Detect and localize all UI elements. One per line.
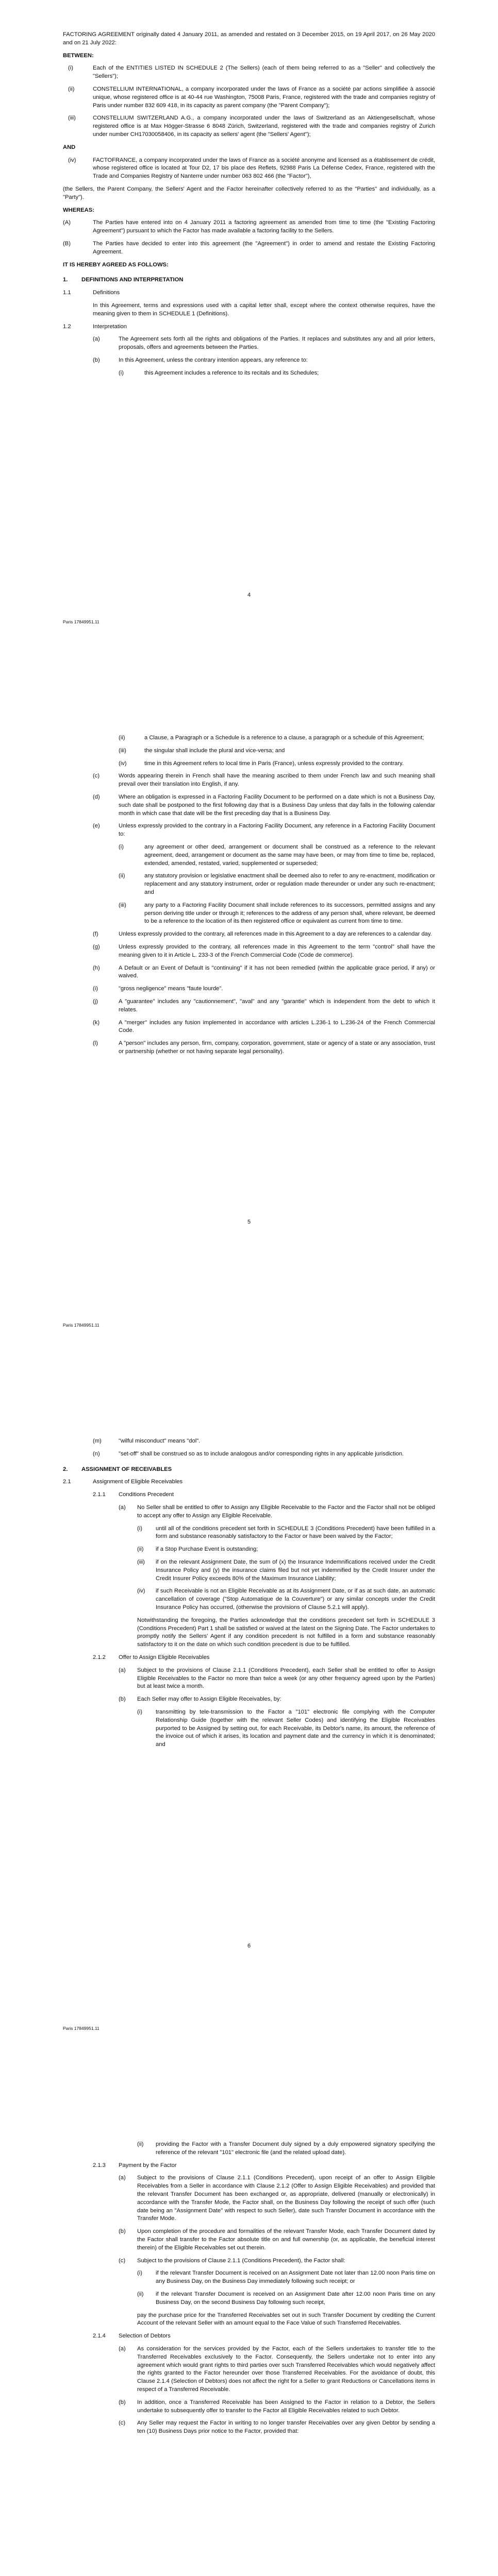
interpretation-item: [93, 357, 435, 365]
agreed-heading: IT IS HEREBY AGREED AS FOLLOWS:: [63, 261, 169, 268]
interpretation-item: [93, 1019, 435, 1036]
interpretation-item-number: (l): [93, 1040, 98, 1047]
document-page-6: [0, 1406, 498, 2110]
document-page-7: [0, 2110, 498, 2576]
selection-item-text: Any Seller may request the Factor in writing to no longer transfer Receivables over any given Debtor by sending a ten (10) Business Days prior notice to the Factor, provided that:: [137, 2420, 435, 2435]
section-1-1-heading: 1.1 Definitions: [63, 290, 120, 296]
payment-item-text: Subject to the provisions of Clause 2.1.1 (Conditions Precedent), the Factor shall:: [137, 2257, 345, 2264]
interpretation-item-number: (m): [93, 1438, 102, 1444]
interpretation-item: [93, 793, 435, 818]
offer-b: (b) Each Seller may offer to Assign Eligible Receivables, by:: [119, 1696, 281, 1703]
payment-subitem-text: if the relevant Transfer Document is received on an Assignment Date not later than 12.00 noon Paris time on any Business Day, on the Business Day immediately following such receipt; or: [156, 2270, 435, 2285]
payment-item-text: Upon completion of the procedure and formalities of the relevant Transfer Mode, each Transfer Document dated by the Factor shall transfer to the Factor absolute title on and full ownership (or, as applicable, the beneficial interest therein) of the Eligible Receivables set out therein.: [137, 2228, 435, 2251]
agreement-intro: FACTORING AGREEMENT originally dated 4 January 2011, as amended and restated on 3 December 2015, on 19 April 2017, on 26 May 2020 and on 21 July 2022:: [63, 31, 435, 46]
offer-b-i: (i) transmitting by tele-transmission to the Factor a "101" electronic file complying with the Computer Relationship Guide (together with the relevant Seller Codes) and identifying the Eligible Receivables purported to be Assigned by setting out, for each Receivable, its Debtor's name, its amount, the reference of the invoice out of which it arises, its location and payment date and the currency in which it is denominated; and: [137, 1708, 435, 1748]
interpretation-item-number: (j): [93, 998, 98, 1005]
party-factor: (iv) FACTOFRANCE, a company incorporated under the laws of France as a société anonyme and licensed as a établissement de crédit, whose registered office is located at Tour D2, 17 bis place des Reflets, 92988 Paris La Défense Cedex, France, registered with the Trade and Companies Registry of Nanterre under number 063 802 466 (the "Factor"),: [68, 157, 435, 180]
interpretation-subitem: [119, 734, 435, 742]
interpretation-item: [93, 1437, 435, 1446]
page-number: 6: [247, 1943, 251, 1949]
document-page-4: [0, 0, 498, 703]
condition-subitem-text: until all of the conditions precedent set forth in SCHEDULE 3 (Conditions Precedent) have been fulfilled in a form and substance reasonably satisfactory to the Factor or have been waived by the Factor;: [156, 1525, 435, 1540]
condition-subitem-text: if on the relevant Assignment Date, the sum of (x) the Insurance Indemnifications received under the Credit Insurance Policy and (y) the insurance claims filed but not yet indemnified by the Credit Insurer under the Credit Insurer Policy exceeds 80% of the Maximum Insurance Liability;: [156, 1558, 435, 1582]
section-2-heading: 2. ASSIGNMENT OF RECEIVABLES: [63, 1466, 172, 1472]
selection-item-number: (a): [119, 2345, 126, 2352]
payment-item: [119, 2257, 435, 2265]
interpretation-item-number: (k): [93, 1019, 100, 1026]
offer-b-ii: (ii) providing the Factor with a Transfer Document duly signed by a duly empowered signatory specifying the reference of the relevant "101" electronic file (and the related upload date).: [137, 2141, 435, 2156]
interpretation-item-text: Unless expressly provided to the contrary, all references made in this Agreement to the term "control" shall have the meaning given to it in Article L. 233-3 of the French Commercial Code (Code de commerce).: [119, 943, 435, 958]
payment-item-number: (c): [119, 2257, 126, 2264]
payment-subitem-text: if the relevant Transfer Document is received on an Assignment Date after 12.00 noon Paris time on any Business Day, on the second Business Day following such receipt,: [156, 2291, 435, 2306]
interpretation-item: [93, 772, 435, 789]
interpretation-item: [93, 943, 435, 960]
condition-subitem: [137, 1558, 435, 1583]
payment-subitem: [137, 2269, 435, 2286]
recital-item-text: The Parties have decided to enter into this agreement (the "Agreement") in order to amend and restate the Existing Factoring Agreement.: [93, 240, 435, 255]
selection-item-number: (c): [119, 2420, 126, 2427]
interpretation-item-text: The Agreement sets forth all the rights and obligations of the Parties. It replaces and substitutes any and all prior letters, proposals, offers and agreements between the Parties.: [119, 336, 435, 351]
interpretation-item-number: (g): [93, 943, 100, 950]
interpretation-subitem-number: (ii): [119, 873, 125, 879]
interpretation-item-number: (e): [93, 823, 100, 829]
payment-tail: pay the purchase price for the Transferred Receivables set out in such Transfer Document by crediting the Current Account of the relevant Seller with an amount equal to the Face Value of such Transferred Receivables.: [137, 2312, 435, 2327]
interpretation-item-number: (b): [93, 357, 100, 363]
cp-note: Notwithstanding the foregoing, the Parties acknowledge that the conditions precedent set forth in SCHEDULE 3 (Conditions Precedent) Part 1 shall be satisfied or waived at the latest on the Signing Date. The Factor undertakes to promptly notify the Sellers' Agent if any condition precedent is not fulfilled in a form and substance reasonably satisfactory to it on the date on which such condition precedent is due to be fulfilled.: [137, 1617, 435, 1648]
party-item: [68, 86, 435, 110]
condition-subitem-number: (iii): [137, 1558, 145, 1565]
party-item: [68, 114, 435, 139]
condition-subitem: [137, 1546, 435, 1554]
party-item-text: Each of the ENTITIES LISTED IN SCHEDULE 2 (The Sellers) (each of them being referred to as a "Seller" and collectively the "Sellers");: [93, 65, 435, 80]
interpretation-item-text: Unless expressly provided to the contrary, all references made in this Agreement to a day are references to a calendar day.: [119, 931, 432, 938]
interpretation-item-text: A "person" includes any person, firm, company, corporation, government, state or agency of a state or any association, trust or partnership (whether or not having separate legal personality).: [119, 1040, 435, 1055]
payment-subitem-number: (i): [137, 2270, 142, 2277]
interpretation-item: [93, 1040, 435, 1056]
interpretation-item-number: (d): [93, 793, 100, 800]
condition-subitem: [137, 1587, 435, 1612]
interpretation-item-text: Where an obligation is expressed in a Factoring Facility Document to be performed on a date which is not a Business Day, such date shall be postponed to the first following day that is a Business Day unless that day falls in the following calendar month in which case that date will be the first preceding day that is a Business Day.: [119, 793, 435, 817]
recital-item-number: (B): [63, 240, 71, 247]
between-heading: BETWEEN:: [63, 52, 94, 59]
payment-item: [119, 2228, 435, 2252]
interpretation-subitem: [119, 843, 435, 868]
payment-item-number: (b): [119, 2228, 126, 2235]
footer-reference: Paris 17849951.11: [63, 2026, 99, 2031]
interpretation-subitem-number: (ii): [119, 735, 125, 741]
interpretation-item-text: Words appearing therein in French shall have the meaning ascribed to them under French law and such meaning shall prevail over their translation into English, if any.: [119, 773, 435, 788]
interpretation-item: [93, 930, 435, 939]
section-1-heading: 1. DEFINITIONS AND INTERPRETATION: [63, 277, 184, 283]
interpretation-item: [93, 964, 435, 981]
section-2-1-3-heading: 2.1.3 Payment by the Factor: [93, 2162, 177, 2168]
definitions-text: In this Agreement, terms and expressions used with a capital letter shall, except where the context otherwise requires, have the meaning given to them in SCHEDULE 1 (Definitions).: [93, 302, 435, 317]
party-item-text: CONSTELLIUM INTERNATIONAL, a company incorporated under the laws of France as a société par actions simplifiée à associé unique, whose registered office is at 40-44 rue Washington, 75008 Paris, France, registered with the trade and companies registry of Paris under number 832 609 418, in its capacity as parent company (the "Parent Company");: [93, 86, 435, 109]
interpretation-subitem-number: (iii): [119, 747, 126, 754]
recital-item-text: The Parties have entered into on 4 January 2011 a factoring agreement as amended from time to time (the "Existing Factoring Agreement") pursuant to which the Factor has made available a factoring facility to the Sellers.: [93, 219, 435, 234]
interpretation-item: [93, 335, 435, 352]
condition-subitem-text: if a Stop Purchase Event is outstanding;: [156, 1546, 258, 1553]
party-item-text: CONSTELLIUM SWITZERLAND A.G., a company incorporated under the laws of Switzerland as an Aktiengesellschaft, whose registered office is at Max Högger-Strasse 6 8048 Zürich, Switzerland, registered with the trade and companies registry of Zurich under number CH17030058406, in its capacity as sellers' agent (the "Sellers' Agent");: [93, 115, 435, 138]
interpretation-subitem: [119, 902, 435, 926]
interpretation-item: [93, 985, 435, 993]
interpretation-subitem-number: (i): [119, 843, 124, 850]
selection-item-text: In addition, once a Transferred Receivable has been Assigned to the Factor in relation to a Debtor, the Sellers undertake to subsequently offer to transfer to the Factor all Eligible Receivables related to such Debtor.: [137, 2399, 435, 2414]
interpretation-subitem-text: the singular shall include the plural and vice-versa; and: [144, 747, 285, 754]
footer-reference: Paris 17849951.11: [63, 619, 99, 624]
section-2-1-2-heading: 2.1.2 Offer to Assign Eligible Receivables: [93, 1654, 210, 1660]
interpretation-item-text: A "guarantee" includes any "cautionnement", "aval" and any "garantie" which is independent from the debt to which it relates.: [119, 998, 435, 1013]
interpretation-item: [93, 1450, 435, 1459]
section-2-1-1-heading: 2.1.1 Conditions Precedent: [93, 1492, 174, 1498]
selection-item: [119, 2345, 435, 2394]
condition-subitem-number: (ii): [137, 1546, 144, 1553]
interpretation-item-text: In this Agreement, unless the contrary intention appears, any reference to:: [119, 357, 308, 363]
whereas-heading: WHEREAS:: [63, 207, 94, 213]
interpretation-subitem-text: any party to a Factoring Facility Document shall include references to its successors, permitted assigns and any person deriving title under or through it; references to the address of any person shall, where relevant, be deemed to be a reference to the location of its then registered office or equivalent as current from time to time.: [144, 902, 435, 925]
selection-item: [119, 2419, 435, 2436]
offer-a: (a) Subject to the provisions of Clause 2.1.1 (Conditions Precedent), each Seller shall be entitled to offer to Assign Eligible Receivables to the Factor no more than twice a week (or any other frequency agreed upon by the Parties) but at least twice a month.: [119, 1667, 435, 1690]
footer-reference: Paris 17849951.11: [63, 1323, 99, 1328]
selection-item-number: (b): [119, 2399, 126, 2405]
interpretation-subitem-text: time in this Agreement refers to local time in Paris (France), unless expressly provided to the contrary.: [144, 760, 404, 767]
interpretation-item-text: A "merger" includes any fusion implemented in accordance with articles L.236-1 to L.236-24 of the French Commercial Code.: [119, 1019, 435, 1034]
page-number: 4: [247, 592, 251, 598]
party-item-number: (ii): [68, 86, 75, 92]
interpretation-subitem: [119, 760, 435, 768]
interpretation-item-number: (h): [93, 964, 100, 971]
interpretation-item: [93, 822, 435, 839]
party-item-number: (i): [68, 65, 73, 72]
recital-item: [63, 219, 435, 235]
interpretation-subitem: [119, 872, 435, 896]
recital-item-number: (A): [63, 219, 71, 226]
payment-subitem: [137, 2291, 435, 2307]
interpretation-item-number: (f): [93, 931, 98, 938]
interpretation-item-number: (n): [93, 1450, 100, 1457]
interpretation-item-text: "gross negligence" means "faute lourde".: [119, 986, 223, 992]
interp-b-i: (i) this Agreement includes a reference to its recitals and its Schedules;: [119, 369, 319, 376]
page-number: 5: [247, 1219, 251, 1225]
interpretation-subitem-text: a Clause, a Paragraph or a Schedule is a reference to a clause, a paragraph or a schedule of this Agreement;: [144, 735, 424, 741]
interpretation-item-text: "set-off" shall be construed so as to include analogous and/or corresponding rights in any applicable jurisdiction.: [119, 1450, 404, 1457]
interpretation-subitem: [119, 747, 435, 755]
party-item: [68, 64, 435, 81]
interpretation-subitem-text: any agreement or other deed, arrangement or document shall be construed as a reference to the relevant agreement, deed, arrangement or document as the same may have been, or may from time to time be, replaced, extended, amended, restated, varied, supplemented or superseded;: [144, 843, 435, 867]
interpretation-item: [93, 998, 435, 1014]
interpretation-item-number: (a): [93, 336, 100, 343]
payment-item-text: Subject to the provisions of Clause 2.1.1 (Conditions Precedent), upon receipt of an offer to Assign Eligible Receivables from a Seller in accordance with Clause 2.1.2 (Offer to Assign Eligible Receivables) and provided that the relevant Transfer Document has been exchanged or, as appropriate, delivered (manually or electronically) in accordance with the Transfer Mode, the Factor shall, on the Business Day following the receipt of such offer (such date being an "Assignment Date" with respect to such Seller), date such Transfer Document in accordance with the Transfer Mode.: [137, 2175, 435, 2222]
interpretation-item-text: "wilful misconduct" means "dol".: [119, 1438, 201, 1444]
interpretation-item-text: Unless expressly provided to the contrary in a Factoring Facility Document, any reference in a Factoring Facility Document to:: [119, 823, 435, 838]
condition-subitem-text: if such Receivable is not an Eligible Receivable as at its Assignment Date, or if as at such date, an automatic cancellation of coverage ("Stop Automatique de la Couverture") or any similar concepts under the Credit Insurance Policy has occurred, (otherwise the provisions of Clause 5.2.1 will apply).: [156, 1588, 435, 1611]
section-2-1-4-heading: 2.1.4 Selection of Debtors: [93, 2333, 171, 2340]
interpretation-subitem-number: (iii): [119, 902, 126, 908]
interpretation-item-number: (i): [93, 986, 98, 992]
condition-subitem-number: (i): [137, 1525, 142, 1532]
and-heading: AND: [63, 144, 76, 150]
selection-item-text: As consideration for the services provided by the Factor, each of the Sellers undertakes to transfer title to the Transferred Receivables exclusively to the Factor. Consequently, the Sellers undertake not to enter into any agreement which would grant rights to third parties over such Transferred Receivables which would negatively affect the rights granted to the Factor hereunder over those Transferred Receivables. For the avoidance of doubt, this Clause 2.1.4 (Selection of Debtors) does not affect the right for a Seller to grant Reductions or Cancellations items in respect of a Transferred Receivable.: [137, 2345, 435, 2393]
interpretation-subitem-text: any statutory provision or legislative enactment shall be deemed also to refer to any re-enactment, modification or replacement and any statutory instrument, order or regulation made thereunder or under any such re-enactment; and: [144, 873, 435, 895]
payment-item: [119, 2174, 435, 2223]
parties-collective: (the Sellers, the Parent Company, the Sellers' Agent and the Factor hereinafter collectively referred to as the "Parties" and individually, as a "Party").: [63, 185, 435, 200]
interpretation-item-number: (c): [93, 773, 100, 779]
condition-subitem-number: (iv): [137, 1588, 145, 1595]
condition-subitem: [137, 1525, 435, 1541]
payment-item-number: (a): [119, 2175, 126, 2181]
section-1-2-heading: 1.2 Interpretation: [63, 323, 127, 330]
section-2-1-heading: 2.1 Assignment of Eligible Receivables: [63, 1479, 183, 1485]
payment-subitem-number: (ii): [137, 2291, 144, 2297]
interpretation-item-text: A Default or an Event of Default is "continuing" if it has not been remedied (within the applicable grace period, if any) or waived.: [119, 964, 435, 979]
party-item-number: (iii): [68, 115, 76, 122]
interpretation-subitem-number: (iv): [119, 760, 127, 767]
selection-item: [119, 2399, 435, 2415]
cp-a: (a) No Seller shall be entitled to offer to Assign any Eligible Receivable to the Factor and the Factor shall not be obliged to accept any offer to Assign any Eligible Receivable.: [119, 1504, 435, 1519]
recital-item: [63, 240, 435, 257]
document-page-5: [0, 703, 498, 1406]
